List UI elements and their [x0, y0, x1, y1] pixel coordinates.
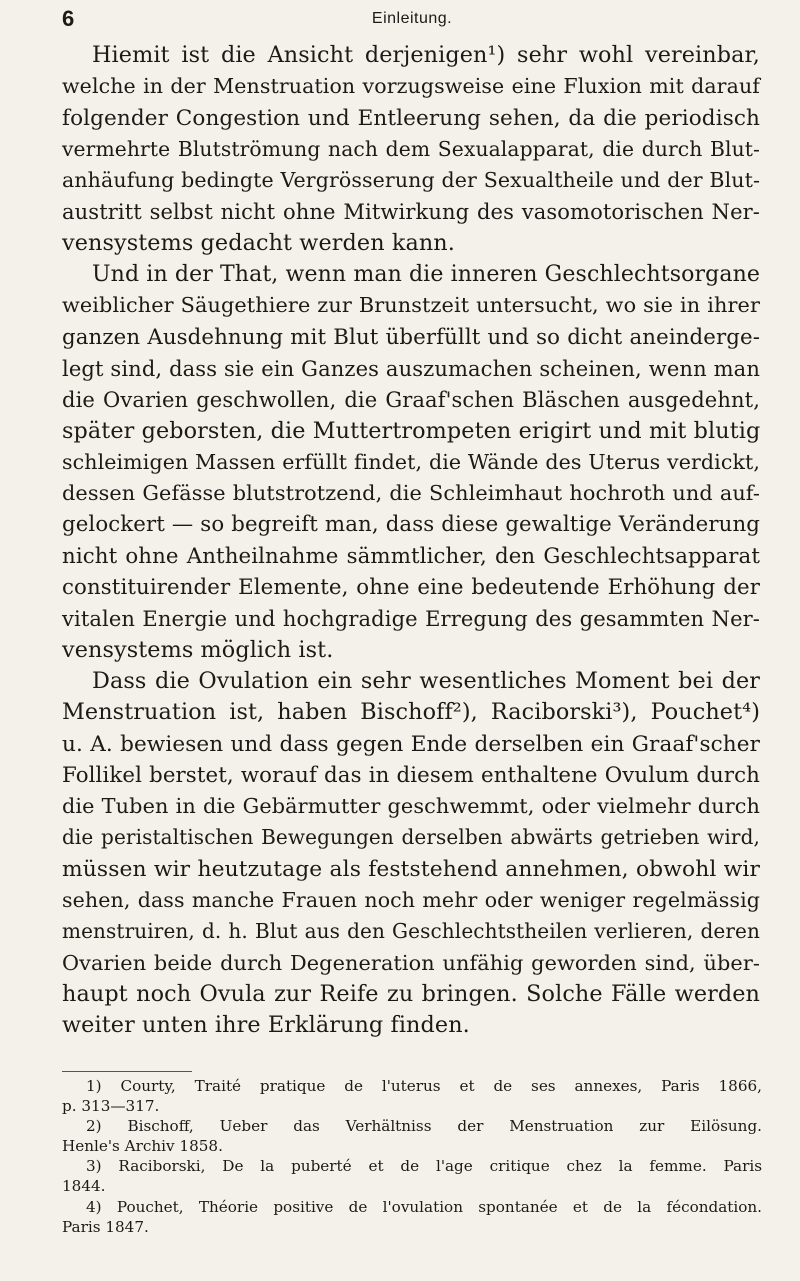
text-line: folgender Congestion und Entleerung sehen, da die periodisch: [62, 105, 760, 131]
text-line: austritt selbst nicht ohne Mitwirkung des vasomotorischen Ner-: [62, 199, 760, 225]
footnote-4: [62, 1197, 762, 1237]
footnote-1: [62, 1076, 762, 1116]
paragraph-2: [62, 259, 760, 666]
text-line: menstruiren, d. h. Blut aus den Geschlechtstheilen verlieren, deren: [62, 919, 760, 944]
text-line: nicht ohne Antheilnahme sämmtlicher, den Geschlechtsapparat: [62, 543, 760, 569]
footnote-2: [62, 1116, 762, 1156]
text-line: müssen wir heutzutage als feststehend annehmen, obwohl wir: [62, 856, 760, 882]
footnote-3: [62, 1156, 762, 1196]
running-title: Einleitung.: [371, 10, 453, 27]
text-line: Hiemit ist die Ansicht derjenigen¹) sehr wohl vereinbar,: [92, 42, 760, 68]
text-line: gelockert — so begreift man, dass diese gewaltige Veränderung: [62, 512, 760, 538]
page-number: 6: [62, 6, 75, 31]
text-line: Und in der That, wenn man die inneren Geschlechtsorgane: [92, 262, 761, 288]
text-line: ganzen Ausdehnung mit Blut überfüllt und so dicht aneinderge-: [62, 324, 760, 350]
footnote-line: 2) Bischoff, Ueber das Verhältniss der Menstruation zur Eilösung.: [86, 1117, 762, 1136]
footnote-line: 1) Courty, Traité pratique de l'uterus et de ses annexes, Paris 1866,: [86, 1077, 762, 1095]
text-line: die peristaltischen Bewegungen derselben abwärts getrieben wird,: [62, 825, 760, 850]
text-line: Menstruation ist, haben Bischoff²), Raciborski³), Pouchet⁴): [62, 699, 760, 726]
text-line: vensystems gedacht werden kann.: [62, 229, 455, 256]
text-line: Ovarien beide durch Degeneration unfähig geworden sind, über-: [62, 950, 760, 975]
text-line: dessen Gefässe blutstrotzend, die Schleimhaut hochroth und auf-: [62, 481, 760, 506]
footnotes: [62, 1076, 762, 1237]
text-line: vensystems möglich ist.: [62, 636, 334, 663]
running-head: [62, 6, 762, 34]
text-line: Follikel berstet, worauf das in diesem enthaltene Ovulum durch: [62, 762, 760, 788]
text-line: die Tuben in die Gebärmutter geschwemmt, oder vielmehr durch: [62, 794, 760, 819]
text-line: später geborsten, die Muttertrompeten erigirt und mit blutig: [62, 417, 761, 444]
text-line: u. A. bewiesen und dass gegen Ende derselben ein Graaf'scher: [62, 731, 760, 757]
text-line: welche in der Menstruation vorzugsweise eine Fluxion mit darauf: [62, 74, 760, 99]
text-line: haupt noch Ovula zur Reife zu bringen. Solche Fälle werden: [62, 980, 760, 1007]
text-line: weiter unten ihre Erklärung finden.: [62, 1012, 470, 1039]
text-line: vermehrte Blutströmung nach dem Sexualapparat, die durch Blut-: [62, 136, 760, 161]
text-line: vitalen Energie und hochgradige Erregung des gesammten Ner-: [62, 606, 760, 632]
footnote-line: p. 313—317.: [62, 1097, 160, 1116]
text-line: sehen, dass manche Frauen noch mehr oder weniger regelmässig: [62, 888, 760, 913]
footnote-line: 1844.: [62, 1177, 106, 1196]
footnote-line: 4) Pouchet, Théorie positive de l'ovulation spontanée et de la fécondation.: [86, 1197, 762, 1216]
body-text: [62, 40, 760, 1042]
text-line: weiblicher Säugethiere zur Brunstzeit untersucht, wo sie in ihrer: [62, 293, 760, 318]
footnote-line: Henle's Archiv 1858.: [62, 1137, 223, 1156]
text-line: die Ovarien geschwollen, die Graaf'schen Bläschen ausgedehnt,: [62, 387, 760, 413]
paragraph-1: [62, 40, 760, 259]
footnote-line: Paris 1847.: [62, 1217, 149, 1236]
text-line: Dass die Ovulation ein sehr wesentliches Moment bei der: [92, 667, 760, 694]
footnote-divider: [62, 1071, 192, 1072]
text-line: anhäufung bedingte Vergrösserung der Sexualtheile und der Blut-: [62, 168, 760, 193]
text-line: legt sind, dass sie ein Ganzes auszumachen scheinen, wenn man: [62, 355, 760, 381]
footnote-line: 3) Raciborski, De la puberté et de l'age critique chez la femme. Paris: [86, 1157, 762, 1176]
text-line: constituirender Elemente, ohne eine bedeutende Erhöhung der: [62, 575, 760, 601]
paragraph-3: [62, 666, 760, 1042]
text-line: schleimigen Massen erfüllt findet, die Wände des Uterus verdickt,: [62, 449, 760, 474]
